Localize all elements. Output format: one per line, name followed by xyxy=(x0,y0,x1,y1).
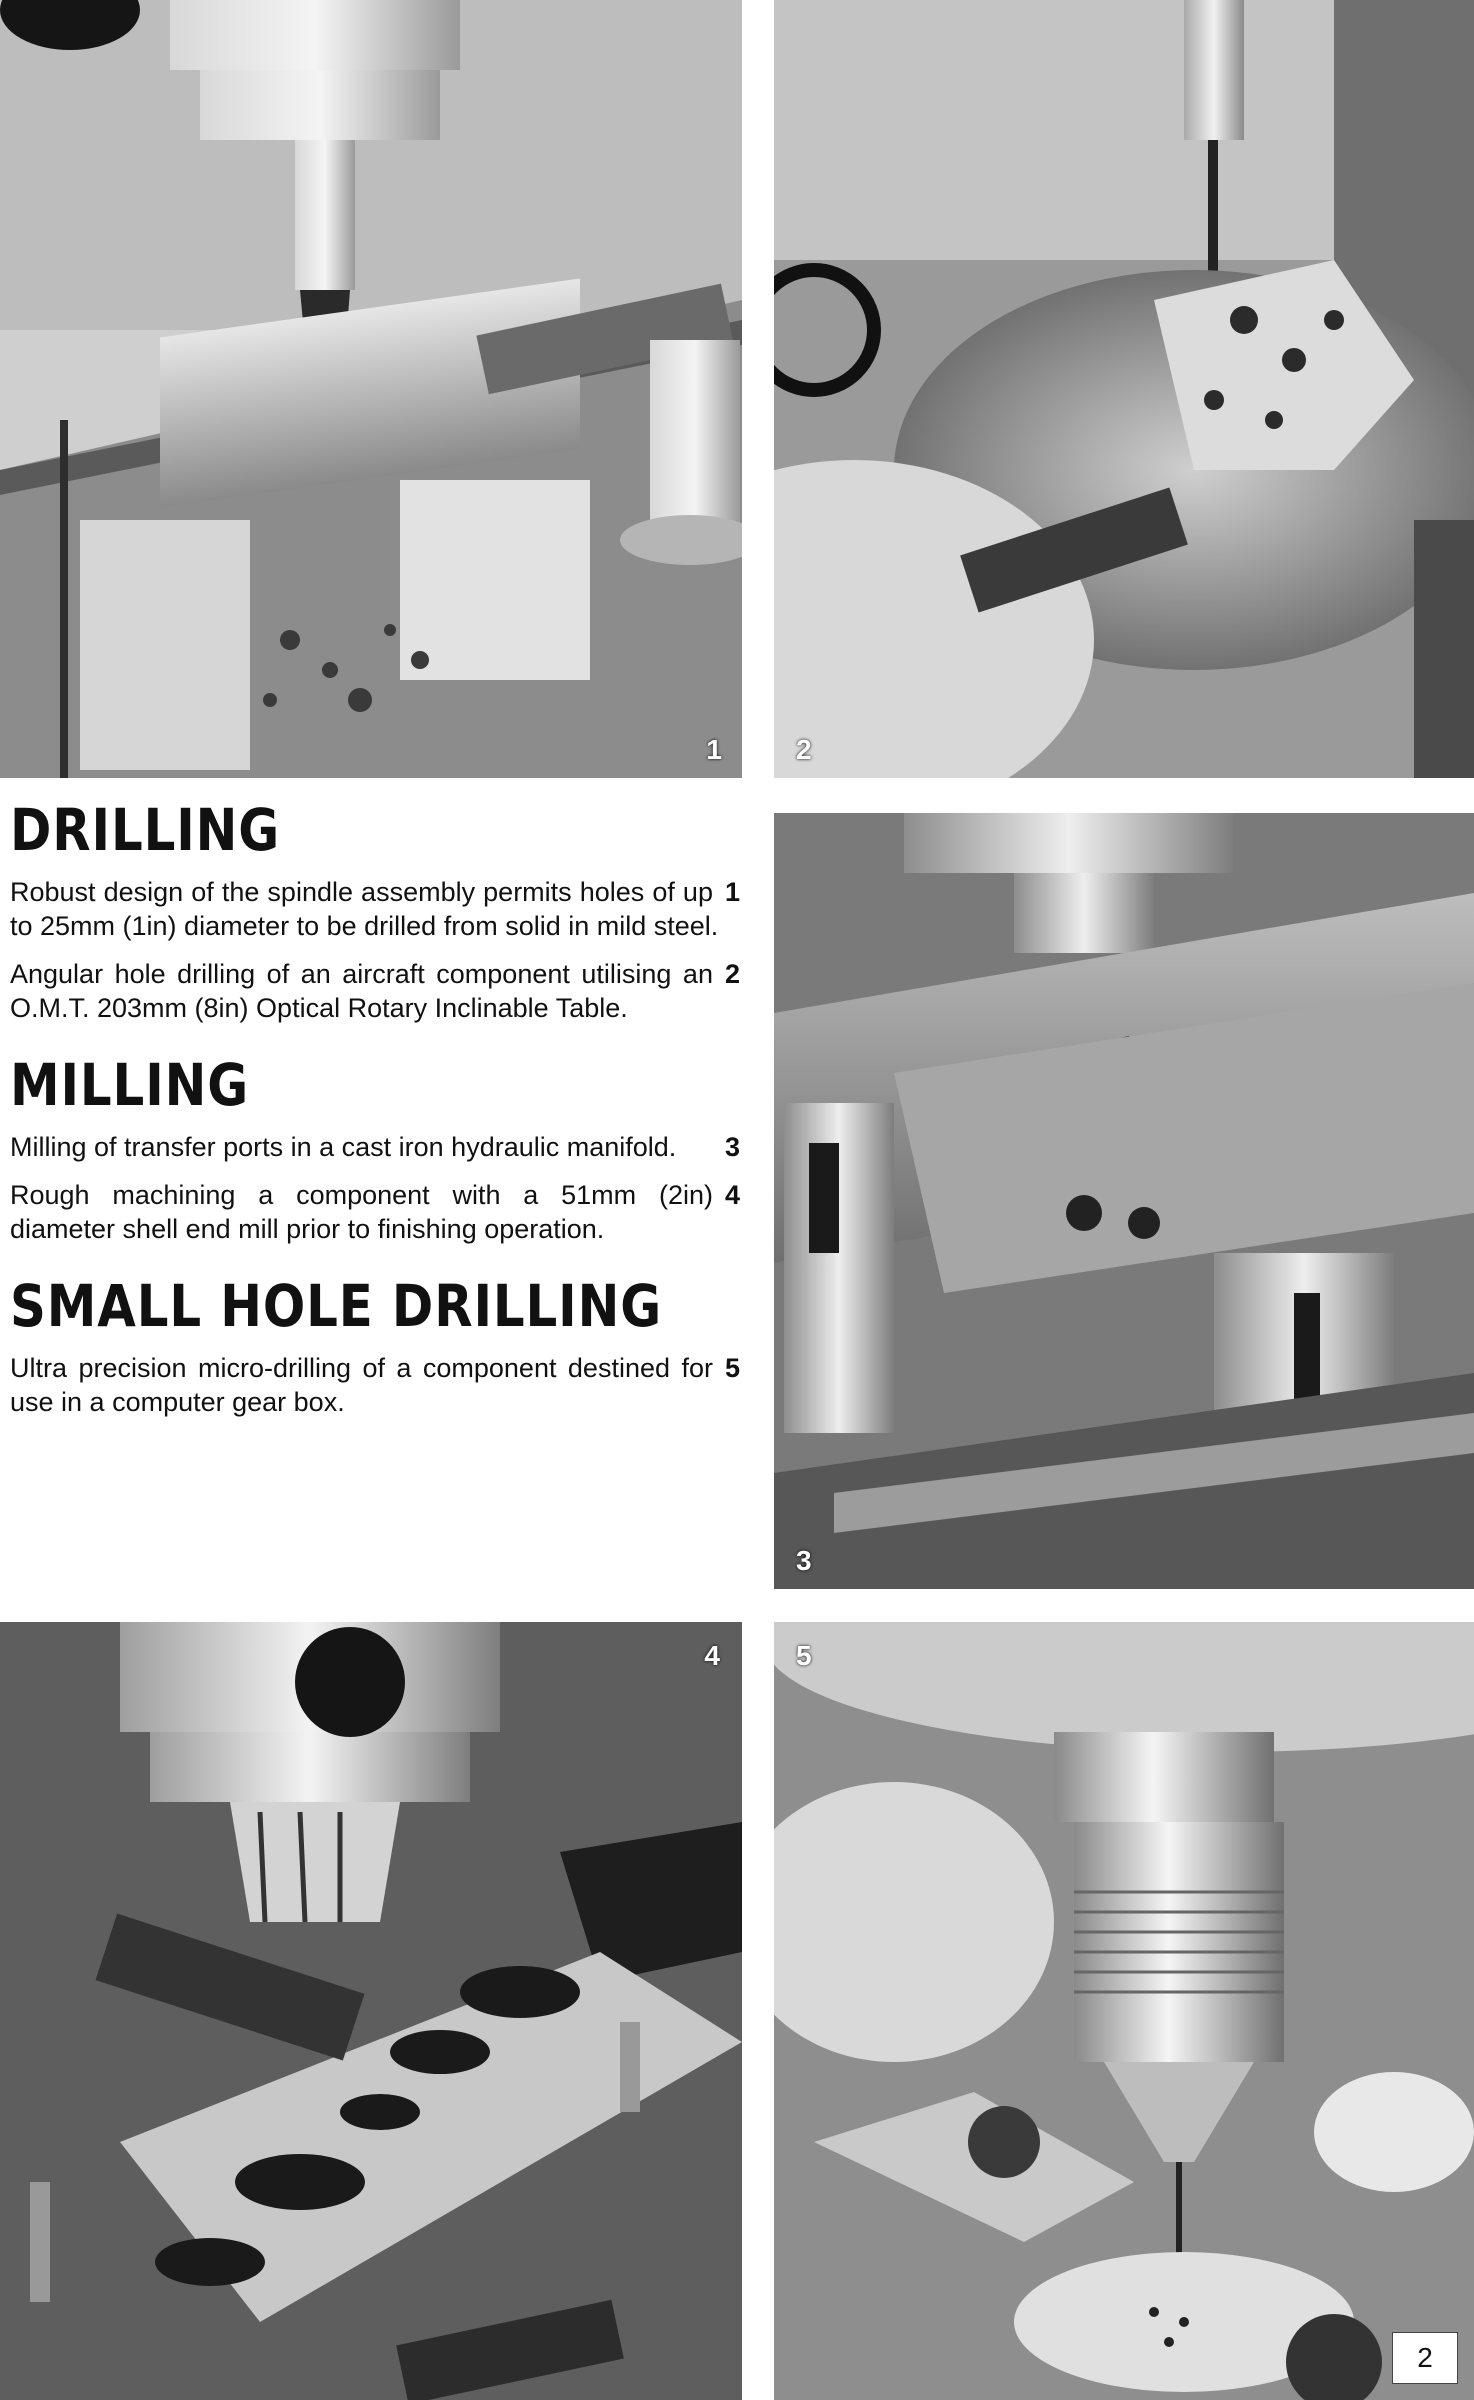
photo-micro-drilling-5-image xyxy=(774,1622,1474,2400)
figure-ref: 1 xyxy=(724,876,740,907)
photo-number-5: 5 xyxy=(796,1640,812,1671)
text-column xyxy=(10,796,740,1449)
figure-ref: 5 xyxy=(724,1352,740,1383)
photo-shell-end-mill-4-image xyxy=(0,1622,742,2400)
photo-milling-3-image xyxy=(774,813,1474,1589)
figure-ref: 4 xyxy=(724,1179,740,1210)
section-milling xyxy=(10,1050,740,1246)
paragraph-text: Robust design of the spindle assembly permits holes of up to 25mm (1in) diameter to be drilled from solid in mild steel. xyxy=(10,876,719,941)
heading-milling: MILLING xyxy=(10,1050,250,1119)
heading-small-hole-drilling: SMALL HOLE DRILLING xyxy=(10,1271,663,1340)
heading-drilling: DRILLING xyxy=(10,796,281,864)
paragraph-text: Rough machining a component with a 51mm (2in) diameter shell end mill prior to finishing operation. xyxy=(10,1179,713,1244)
photo-drilling-1-image xyxy=(0,0,742,778)
section-small-hole-drilling xyxy=(10,1271,740,1419)
photo-drilling-1 xyxy=(0,0,742,778)
section-drilling xyxy=(10,796,740,1025)
paragraph-text: Angular hole drilling of an aircraft component utilising an O.M.T. 203mm (8in) Optical Rotary Inclinable Table. xyxy=(10,958,713,1023)
photo-number-3: 3 xyxy=(796,1545,812,1576)
figure-ref: 2 xyxy=(724,958,740,989)
photo-shell-end-mill-4 xyxy=(0,1622,742,2400)
page-number: 2 xyxy=(1392,2332,1458,2384)
paragraph-text: Ultra precision micro-drilling of a component destined for use in a computer gear box. xyxy=(10,1352,713,1417)
photo-number-4: 4 xyxy=(704,1640,720,1671)
photo-milling-3 xyxy=(774,813,1474,1589)
photo-number-2: 2 xyxy=(796,734,812,765)
paragraph-milling-2 xyxy=(10,1178,740,1246)
paragraph-text: Milling of transfer ports in a cast iron hydraulic manifold. xyxy=(10,1131,677,1162)
photo-rotary-table-2-image xyxy=(774,0,1474,778)
photo-micro-drilling-5 xyxy=(774,1622,1474,2400)
paragraph-small-hole-1 xyxy=(10,1351,740,1419)
paragraph-drilling-2 xyxy=(10,957,740,1025)
figure-ref: 3 xyxy=(724,1131,740,1162)
paragraph-drilling-1 xyxy=(10,875,740,943)
photo-number-1: 1 xyxy=(706,734,722,765)
paragraph-milling-1 xyxy=(10,1130,740,1164)
photo-rotary-table-2 xyxy=(774,0,1474,778)
